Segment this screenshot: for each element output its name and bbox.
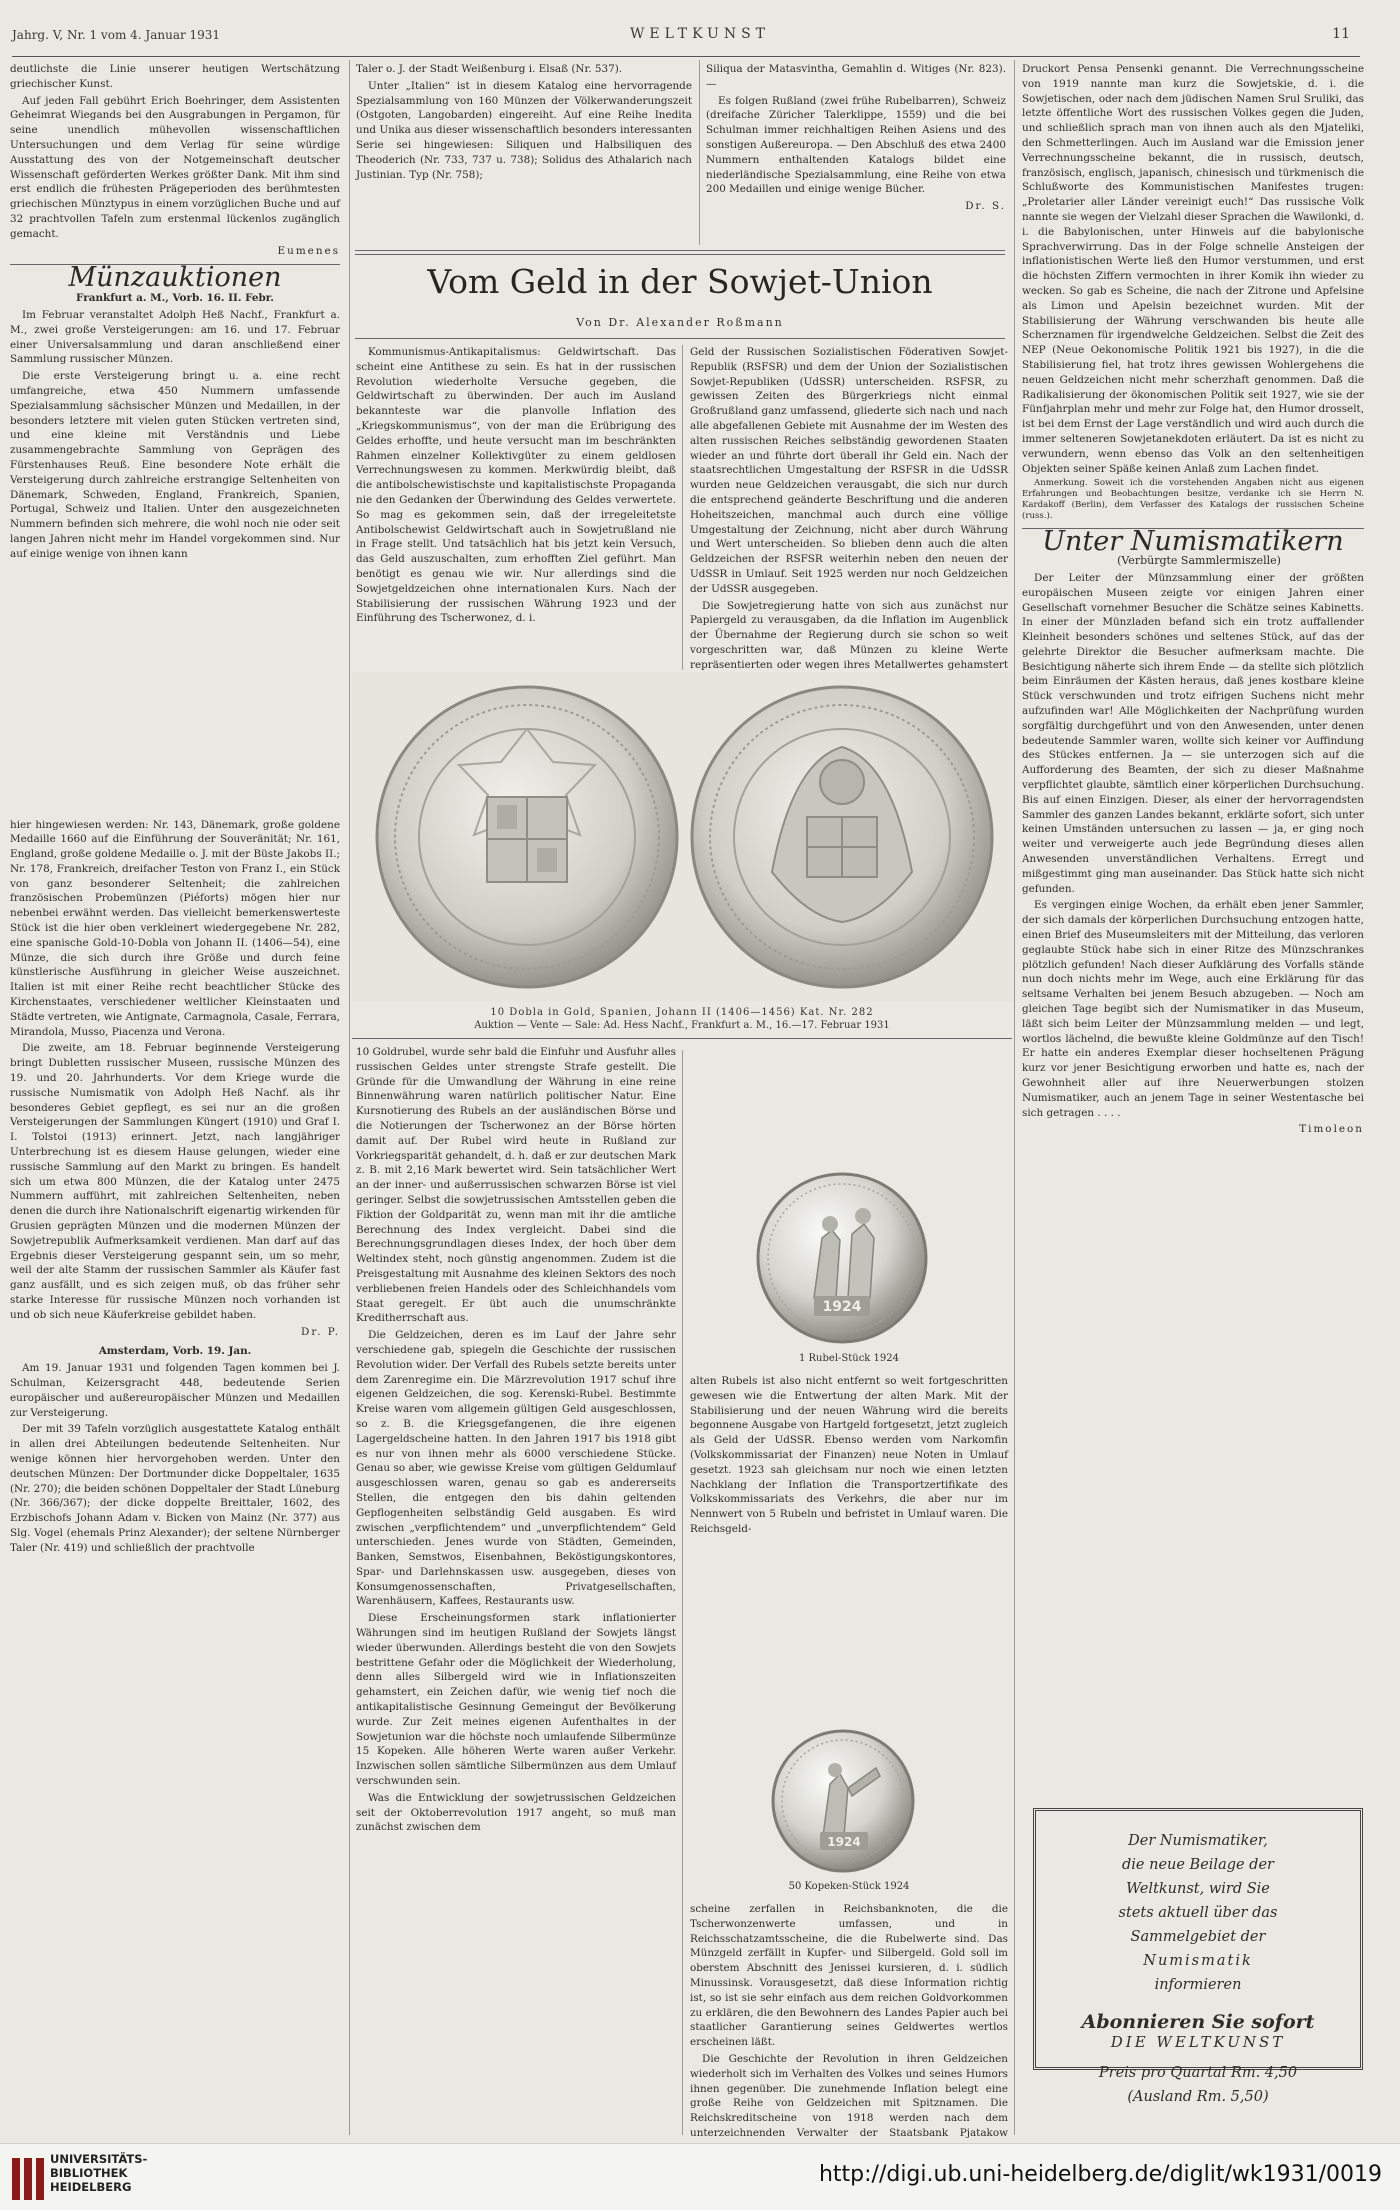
section-title: Münzauktionen [68,262,282,294]
ruble-year-label: 1924 [822,1299,862,1315]
column-divider [349,60,350,2135]
logo-line: HEIDELBERG [50,2180,132,2194]
paragraph: Siliqua der Matasvintha, Gemahlin d. Witiges (Nr. 823). — [706,63,1006,90]
author-signature: Dr. P. [301,1325,340,1338]
author-signature: Eumenes [277,244,340,257]
paragraph: 10 Goldrubel, wurde sehr bald die Einfuhr und Ausfuhr alles russischen Geldes unter strengste Strafe gestellt. Die Gründe für die Umwandlung der Währung in eine reine Binnenwährung waren natürlich politischer Natur. Eine Kursnotierung des Rubels an der ausländischen Börse und die Notierungen der Tscherwonez an der Börse hörten damit auf. Der Rubel wird heute in Rußland zur Vorkriegsparität gehandelt, d. h. daß er zur deutschen Mark z. B. mit 2,16 Mark bewertet wird. Sein tatsächlicher Wert an der inner- und außerrussischen schwarzen Börse ist viel geringer. Selbst die sowjetrussischen Amtsstellen geben die Fiktion der Goldparität zu, wenn man mit ihr die amtliche Berechnung des Index vergleicht. Dabei sind die Berechnungsgrundlagen dieses Index, der hoch über dem Weltindex steht, noch günstig angenommen. Zudem ist die Preisgestaltung mit Ausnahme des kleinen Sektors des noch verbliebenen freien Handels oder des Schleichhandels vom Staat geregelt. Er übt auch die unumschränkte Kreditherrschaft aus. [356,1046,676,1325]
column-divider [682,1050,683,2135]
logo-line: BIBLIOTHEK [50,2166,128,2180]
title-rule-top [355,250,1005,251]
article-title: Vom Geld in der Sowjet-Union [427,262,933,301]
ad-cta: Abonnieren Sie sofort [1081,2011,1315,2033]
section-title: Unter Numismatikern [1042,526,1344,558]
column-1 [10,62,340,2137]
title-rule-bottom [355,338,1005,339]
paragraph: Es vergingen einige Wochen, da erhält eben jener Sammler, der sich damals der körperlichen Durchsuchung entzogen hatte, einen Brief des Museumsleiters mit der Mitteilung, das verloren geglaubte Stück habe sich in einer Ritze des Münzschrankes plötzlich gefunden! Nach dieser Aufklärung des Vorfalls stände nun doch nichts mehr im Wege, auch eine Erklärung für das seltsame Verhalten bei jenem Besuch abzugeben. — Noch am gleichen Tage begibt sich der Numismatiker in das Museum, läßt sich beim Leiter der Münzsammlung melden — und legt, wortlos lächelnd, die bewußte kleine Goldmünze auf den Tisch! Er hatte ein anderes Exemplar dieser hochseltenen Prägung kurz vor jener Besichtigung erworben und hatte es, nach der Gewohnheit aller auf ihre Neuerwerbungen stolzen Numismatiker, auch an jenem Tage in seiner Westentasche bei sich getragen . . . . [1022,899,1364,1119]
logo-line: UNIVERSITÄTS- [50,2152,148,2166]
paragraph: Die erste Versteigerung bringt u. a. eine recht umfangreiche, etwa 450 Nummern umfassende Spezialsammlung sächsischer Münzen und Medaillen, in der besonders letztere mit vielen guten Stücken vertreten sind, und eine kleine mit Verständnis und Liebe zusammengebrachte Sammlung von Geprägen des Fürstenhauses Reuß. Eine besondere Note erhält die Versteigerung durch zahlreiche erstrangige Seltenheiten von Dänemark, Schweden, England, Frankreich, Spanien, Portugal, Schweiz und Italien. Unter den ausgezeichneten Nummern befinden sich mehrere, die wohl noch nie oder seit langen Jahren nicht mehr im Handel vorgekommen sind. Nur auf einige wenige von ihnen kann [10,370,340,560]
paragraph: Auf jeden Fall gebührt Erich Boehringer, dem Assistenten Geheimrat Wiegands bei den Ausgrabungen in Pergamon, für seine unendlich mühevollen wissenschaftlichen Untersuchungen und dem Verlag für seine würdige Ausstattung des von der Notgemeinschaft deutscher Wissenschaft geförderten Werkes größter Dank. Mit ihm sind erst endlich die frühesten Prägeperioden des berühmtesten griechischen Münztypus in einem vorzüglichen Buche und auf 32 prachtvollen Tafeln zum erstenmal lückenlos zugänglich gemacht. [10,94,340,240]
library-footer [0,2143,1400,2210]
paragraph: Der mit 39 Tafeln vorzüglich ausgestattete Katalog enthält in allen drei Abteilungen bedeutende Seltenheiten. Nur wenige können hier hervorgehoben werden. Unter den deutschen Münzen: Der Dortmunder dicke Doppeltaler, 1635 (Nr. 270); die beiden schönen Doppeltaler der Stadt Lüneburg (Nr. 366/367); der dicke doppelte Breittaler, 1602, des Erzbischofs Johann Adam v. Bicken von Mainz (Nr. 377) aus Slg. Vogel (ehemals Prinz Alexander); der seltene Nürnberger Taler (Nr. 419) und schließlich der prachtvolle [10,1423,340,1554]
paragraph: Kommunismus-Antikapitalismus: Geldwirtschaft. Das scheint eine Antithese zu sein. Es hat in der russischen Revolution wiederholte Versuche gegeben, die Geldwirtschaft zu überwinden. Der auch im Ausland bekannteste war die planvolle Inflation des „Kriegskommunismus“, von der man die Erübrigung des Geldes erhoffte, und heute versucht man im beschränkten Rahmen einzelner Kollektivgüter zu einem geldlosen Verrechnungswesen zu kommen. Merkwürdig bleibt, daß die antibolschewistischste und kapitalistischste Propaganda nie den Gedanken der Überwindung des Geldes verwertete. So mag es gekommen sein, daß der irregeleitetste Antibolschewist Geldwirtschaft auch in Sowjetrußland nie in Frage stellt. Und tatsächlich hat bis jetzt kein Versuch, das Geld auszuschalten, zum erhofften Ziel geführt. Man benötigt es genau wie wir. Nur allerdings sind die Sowjetgeldzeichen ohne internationalen Kurs. Nach der Stabilisierung der russischen Währung 1923 und der Einführung des Tscherwonez, d. i. [356,346,676,625]
source-url-link[interactable]: http://digi.ub.uni-heidelberg.de/diglit/wk1931/0019 [818,2162,1382,2187]
paragraph: scheine zerfallen in Reichsbanknoten, die die Tscherwonzenwerte umfassen, und in Reichsschatzamtsscheine, die die Rubelwerte sind. Das Münzgeld zerfällt in Kupfer- und Silbergeld. Gold soll im oberstem Abschnitt des Jenissei kursieren, d. i. südlich Minussinsk. Vorausgesetzt, daß diese Information richtig ist, so ist sie sehr einfach aus dem reichen Goldvorkommen zu erklären, die den Bewohnern des Landes Papier auch bei staatlicher Garantierung seines Geldwertes wertlos erscheinen läßt. [690,1903,1008,2049]
author-signature: Dr. S. [965,200,1006,213]
paragraph: Taler o. J. der Stadt Weißenburg i. Elsaß (Nr. 537). [356,63,623,75]
author-signature: Timoleon [1299,1123,1364,1136]
ruble-coin-svg [752,1168,932,1348]
paragraph: Die zweite, am 18. Februar beginnende Versteigerung bringt Dubletten russischer Museen, russische Münzen des 19. und 20. Jahrhunderts. Vor dem Kriege wurde die russische Numismatik von Adolph Heß Nachf. als ihr besonderes Gebiet gepflegt, es sei nur an die großen Versteigerungen der Sammlungen Küngert (1910) und Graf I. I. Tolstoi (1913) erinnert. Jetzt, nach langjähriger Unterbrechung ist es diesem Hause gelungen, wieder eine russische Sammlung auf den Markt zu bringen. Es handelt sich um etwa 800 Münzen, die der Katalog unter 2475 Nummern aufführt, mit zahlreichen Seltenheiten, neben denen die durch ihre Nationalschrift eigenartig wirkenden für Grusien geprägten Münzen und die modernen Münzen der Sowjetrepublik Aufmerksamkeit verdienen. Man darf auf das Ergebnis dieser Versteigerung gespannt sein, um so mehr, weil der alte Stamm der russischen Sammler als Käufer fast ganz ausfällt, und es sich zeigen muß, ob das früher sehr starke Interesse für russische Münzen noch vorhanden ist und ob sich neue Käuferkreise gebildet haben. [10,1042,340,1321]
coin-obverse [377,687,677,987]
running-head [0,24,1400,46]
article-byline: Von Dr. Alexander Roßmann [576,316,784,329]
coins-photo [352,672,1012,1002]
column-2-top [356,62,692,242]
header-rule [12,56,1360,57]
column-divider [699,60,700,245]
paragraph: Druckort Pensa Pensenki genannt. Die Verrechnungsscheine von 1919 nannte man kurz die Sowjetskie, d. i. die Sowjetischen, oder nach dem jüdischen Namen Srul Sruliki, das letzte öffentliche Wort des russischen Volkes gegen die Juden, und schließlich sprach man von ihnen auch als den Mjateliki, den Schmetterlingen. Auch im Ausland war die Emission jener Verrechnungsscheine bekannt, die in russisch, deutsch, französisch, englisch, japanisch, chinesisch und türkmenisch die Schlußworte des Kommunistischen Manifestes trugen: „Proletarier aller Länder vereinigt euch!“ Das russische Volk nannte sie wegen der Vielzahl dieser Sprachen die Wawilonki, d. i. die Babylonischen, unter Hinweis auf die babylonische Sprachverwirrung. Das in der Folge schnelle Ansteigen der inflationistischen Werte ließ den Humor verstummen, und erst die höchsten Ziffern vermochten in ihrer Komik ihn wieder zu wecken. So gab es Scheine, die nach der Zitrone und Apfelsine als Limon und Apelsin bezeichnet wurden. Mit der Stabilisierung der Währung verschwanden bis heute alle Scherznamen für irgendwelche Geldzeichen. Selbst die Zeit des NEP (Neue Oekonomische Politik 1921 bis 1927), in die die Stabilisierung fiel, hat trotz ihres gewissen Wohlergehens die neuen Geldzeichen nicht mehr scherzhaft genommen. Daß die Radikalisierung der ökonomischen Politik seit 1927, wie sie der Fünfjahrplan mehr und mehr zur Folge hat, den Humor drosselt, ist bei dem Ernst der Lage verständlich und wird auch durch die immer selteneren Sowjetanekdoten erläutert. Da ist es nicht zu verwundern, wenn ebenso das Volk an den seltenheitigen Objekten seiner Späße keinen Anlaß zum Lachen findet. [1022,63,1364,475]
paragraph: Es folgen Rußland (zwei frühe Rubelbarren), Schweiz (dreifache Züricher Talerklippe, 1559) und die bei Schulman immer reichhaltigen Reihen Asiens und des sonstigen Außereuropa. — Den Abschluß des etwa 2400 Nummern enthaltenden Katalogs bildet eine niederländische Spezialsammlung, eine Reihe von etwa 200 Medaillen und einige wenige Bücher. [706,94,1006,196]
coin-reverse [692,687,992,987]
ad-line: Numismatik [1143,1953,1253,1969]
ad-line: Der Numismatiker, [1128,1833,1268,1849]
paragraph: alten Rubels ist also nicht entfernt so weit fortgeschritten gewesen wie die Entwertung der alten Mark. Mit der Stabilisierung und der neuen Währung wird die bereits begonnene Ausgabe von Hartgeld fortgesetzt, jetzt zugleich als Geld der UdSSR. Ebenso werden vom Narkomfin (Volkskommissariat der Finanzen) neue Noten in Umlauf gesetzt. 1923 sah gleichsam nur noch wie einen letzten Nachklang der Inflation die Transportzertifikate des Volkskommissariats des Verkehrs, die aber nur im Nennwert von 5 Rubeln und befristet in Umlauf waren. Die Reichsgeld- [690,1375,1008,1535]
paragraph: Der Leiter der Münzsammlung einer der größten europäischen Museen zeigte vor einigen Jahren einer Gesellschaft vornehmer Besucher die Schätze seines Kabinetts. In einer der Münzladen befand sich ein trotz auffallender Kleinheit besonders schönes und seltenes Stück, auf das der gelehrte Direktor die Besucher aufmerksam machte. Die Besichtigung näherte sich ihrem Ende — da stellte sich plötzlich beim Einräumen der Kästen heraus, daß jenes kostbare kleine Stück verschwunden und trotz eifrigen Suchens nicht mehr aufzufinden war! Alle Möglichkeiten der Nachprüfung wurden sorgfältig durchgeführt und von den Anwesenden, unter denen bedeutende Sammler waren, wollte sich keiner vor Auffindung des Stückes entfernen. Ja — sie unterzogen sich auf die Aufforderung des Beamten, der sich zu dieser Maßnahme verpflichtet glaubte, sämtlich einer körperlichen Durchsuchung. Bis auf einen Einzigen. Dieser, als einer der hervorragendsten Sammler des ganzen Landes bekannt, erklärte sofort, sich unter keinen Umständen untersuchen zu lassen — ja, er ging noch weiter und verweigerte auch jede Begründung dieses allen Anwesenden unverständlichen Verhaltens. Erregt und mißgestimmt ging man auseinander. Das Stück hatte sich nicht gefunden. [1022,571,1364,895]
ad-line: informieren [1154,1977,1242,1993]
coins-svg [352,672,1012,1002]
paragraph: Unter „Italien“ ist in diesem Katalog eine hervorragende Spezialsammlung von 160 Münzen der Völkerwanderungszeit (Ostgoten, Langobarden) eingereiht. Auf eine Reihe Inedita und Unika aus dieser wissenschaftlich besonders interessanten Serie sei hingewiesen: Siliquen und Halbsiliquen des Theoderich (Nr. 733, 737 u. 738); Solidus des Athalarich nach Justinian. Typ (Nr. 758); [356,79,692,181]
figure-rule [352,1038,1012,1039]
issue-info: Jahrg. V, Nr. 1 vom 4. Januar 1931 [12,28,221,42]
ruble-caption: 1 Rubel-Stück 1924 [798,1353,899,1364]
paragraph: Die Geldzeichen, deren es im Lauf der Jahre sehr verschiedene gab, spiegeln die Geschichte der russischen Revolution wider. Der Verfall des Rubels setzte bereits unter dem Zarenregime ein. Die Märzrevolution 1917 schuf ihre eigenen Geldzeichen, die sog. Kerenski-Rubel. Bestimmte Kreise waren vom allgemein gültigen Geld ausgeschlossen, so z. B. die Kriegsgefangenen, die ihre eigenen Lagergeldscheine hatten. In den Jahren 1917 bis 1918 gibt es nur von ihnen mehr als 6000 verschiedene Stücke. Genau so aber, wie gewisse Kreise vom gültigen Geldumlauf ausgeschlossen waren, genau so gab es andererseits Stellen, die entgegen den bis dahin geltenden Gepflogenheiten selbständig Geld ausgaben. Es wird zwischen „verpflichtendem“ und „unverpflichtendem“ Geld unterschieden. Jenes wurde von Städten, Gemeinden, Banken, Semstwos, Eisenbahnen, Beköstigungskontores, Spar- und Darlehnskassen usw. ausgegeben, dieses von Konsumgenossenschaften, Privatgesellschaften, Warenhäusern, Kaffees, Restaurants usw. [356,1329,676,1608]
caption-line: 10 Dobla in Gold, Spanien, Johann II (1406—1456) Kat. Nr. 282 [490,1007,874,1018]
title-rule-top [355,254,1005,255]
column-3-continued [690,1374,1008,1719]
paragraph: Am 19. Januar 1931 und folgenden Tagen kommen bei J. Schulman, Keizersgracht 448, bedeutende Serien europäischer und außereuropäischer Münzen und Medaillen zur Versteigerung. [10,1362,340,1419]
dateline: Frankfurt a. M., Vorb. 16. II. Febr. [76,292,274,305]
column-4 [1022,62,1364,1797]
ad-line: stets aktuell über das [1118,1905,1278,1921]
dateline: Amsterdam, Vorb. 19. Jan. [98,1345,252,1358]
paragraph: Im Februar veranstaltet Adolph Heß Nachf., Frankfurt a. M., zwei große Versteigerungen: am 16. und 17. Februar einer Universalsammlung und daran anschließend einer Sammlung russischer Münzen. [10,308,340,366]
kopek-coin-photo [768,1726,918,1876]
paragraph: hier hingewiesen werden: Nr. 143, Dänemark, große goldene Medaille 1660 auf die Einführung der Souveränität; Nr. 161, England, große goldene Medaille o. J. mit der Büste Jakobs II.; Nr. 178, Frankreich, dreifacher Teston von Franz I., ein Stück von ganz besonderer Seltenheit; die zahlreichen französischen Probemünzen (Piéforts) mögen hier nur nebenbei erwähnt werden. Das vielleicht bemerkenswerteste Stück ist die hier oben verkleinert wiedergegebene Nr. 282, eine spanische Gold-10-Dobla von Johann II. (1406—54), eine Münze, die sich durch ihre Größe und durch feine künstlerische Ausführung in gleicher Weise auszeichnet. Italien ist mit einer Reihe recht beachtlicher Stücke des Kirchenstaates, verschiedener weltlicher Kleinstaaten und Städte vertreten, wie Antignate, Carmagnola, Casale, Ferrara, Mirandola, Musso, Piacenza und Verona. [10,818,340,1038]
ad-line: die neue Beilage der [1122,1857,1274,1873]
paragraph: Die Sowjetregierung hatte von sich aus zunächst nur Papiergeld zu verausgaben, da die Inflation im Augenblick der Übernahme der Regierung durch sie schon so weit vorgeschritten war, daß Münzen zu kleine Werte repräsentierten oder wegen ihres Metallwertes gehamstert [690,599,1008,671]
library-name [50,2152,147,2194]
paragraph: Geld der Russischen Sozialistischen Föderativen Sowjet-Republik (RSFSR) und dem der Union der Sozialistischen Sowjet-Republiken (UdSSR) unterscheiden. RSFSR, zu gewissen Zeiten des Bürgerkriegs nicht einmal Großrußland ganz umfassend, gliederte sich nach und nach alle abgefallenen Gebiete mit Ausnahme der im Westen des alten russischen Reiches selbständig gewordenen Staaten wieder an und führte dort überall ihr Geld ein. Nach der staatsrechtlichen Umgestaltung der RSFSR in die UdSSR wurden neue Geldzeichen verausgabt, die sich nur durch die entsprechend geänderte Beschriftung und die anderen Hoheitszeichen, manchmal auch durch eine völlige Umgestaltung der Zeichnung, nicht aber durch Währung und Wert unterscheiden. So blieben denn auch die alten Geldzeichen der RSFSR weiterhin neben den neuen der UdSSR in Umlauf. Seit 1925 werden nur noch Geldzeichen der UdSSR ausgegeben. [690,346,1008,595]
subscription-ad [1033,1808,1363,2105]
paragraph: Die Geschichte der Revolution in ihren Geldzeichen wiederholt sich im Verhalten des Volkes und seines Humors ihnen gegenüber. Die zunehmende Inflation belegt eine große Reihe von Geldzeichen mit Spitznamen. Die Reichskreditscheine von 1918 werden nach dem unterzeichnenden Verwalter der Staatsbank Pjatakow [690,2052,1008,2139]
ad-line: Weltkunst, wird Sie [1126,1881,1270,1897]
kopek-year-label: 1924 [827,1835,861,1849]
ruble-coin-photo [752,1168,932,1348]
paragraph: deutlichste die Linie unserer heutigen Wertschätzung griechischer Kunst. [10,63,340,90]
section-subtitle: (Verbürgte Sammlermiszelle) [1117,554,1281,568]
masthead-title: WELTKUNST [629,26,771,42]
paragraph: Diese Erscheinungsformen stark inflationierter Währungen sind im heutigen Rußland der Sowjets längst wieder überwunden. Allerdings besteht die von den Sowjets bestrittene Gefahr oder die Möglichkeit der Wiederholung, denn alles Silbergeld wird wie in Inflationszeiten gehamstert, ein Zeichen dafür, wie wenig tief noch die antikapitalistische Gesinnung Gemeingut der Bevölkerung wurde. Zur Zeit meines eigenen Aufenthaltes in der Sowjetunion war die höchste noch umlaufende Silbermünze 15 Kopeken. Alle höheren Werte waren außer Verkehr. Inzwischen sollen sämtliche Silbermünzen aus dem Umlauf verschwunden sein. [356,1612,676,1788]
column-3-top [706,62,1006,242]
ad-line: Sammelgebiet der [1130,1929,1266,1945]
figure-caption [352,1006,1012,1032]
ad-price-abroad: (Ausland Rm. 5,50) [1127,2089,1269,2105]
column-divider [682,345,683,670]
ad-price: Preis pro Quartal Rm. 4,50 [1098,2065,1298,2081]
column-divider [1014,60,1015,2135]
kopek-caption: 50 Kopeken-Stück 1924 [788,1881,910,1892]
figure-spacer [10,564,340,818]
page-number: 11 [1332,26,1350,42]
column-3-bottom [690,1902,1008,2137]
ad-line: DIE WELTKUNST [1110,2033,1286,2051]
column-2-bottom [356,1045,676,2135]
paragraph: Was die Entwicklung der sowjetrussischen Geldzeichen seit der Oktoberrevolution 1917 angeht, so muß man zunächst zwischen dem [356,1791,676,1834]
footnote: Anmerkung. Soweit ich die vorstehenden Angaben nicht aus eigenen Erfahrungen und Beobachtungen besitze, verdanke ich sie Herrn N. Kardakoff (Berlin), dem Verfasser des Katalogs der russischen Scheine (russ.). [1022,478,1364,522]
caption-line: Auktion — Vente — Sale: Ad. Hess Nachf., Frankfurt a. M., 16.—17. Februar 1931 [474,1020,890,1031]
column-2-mid [356,345,676,670]
kopek-coin-svg [768,1726,918,1876]
